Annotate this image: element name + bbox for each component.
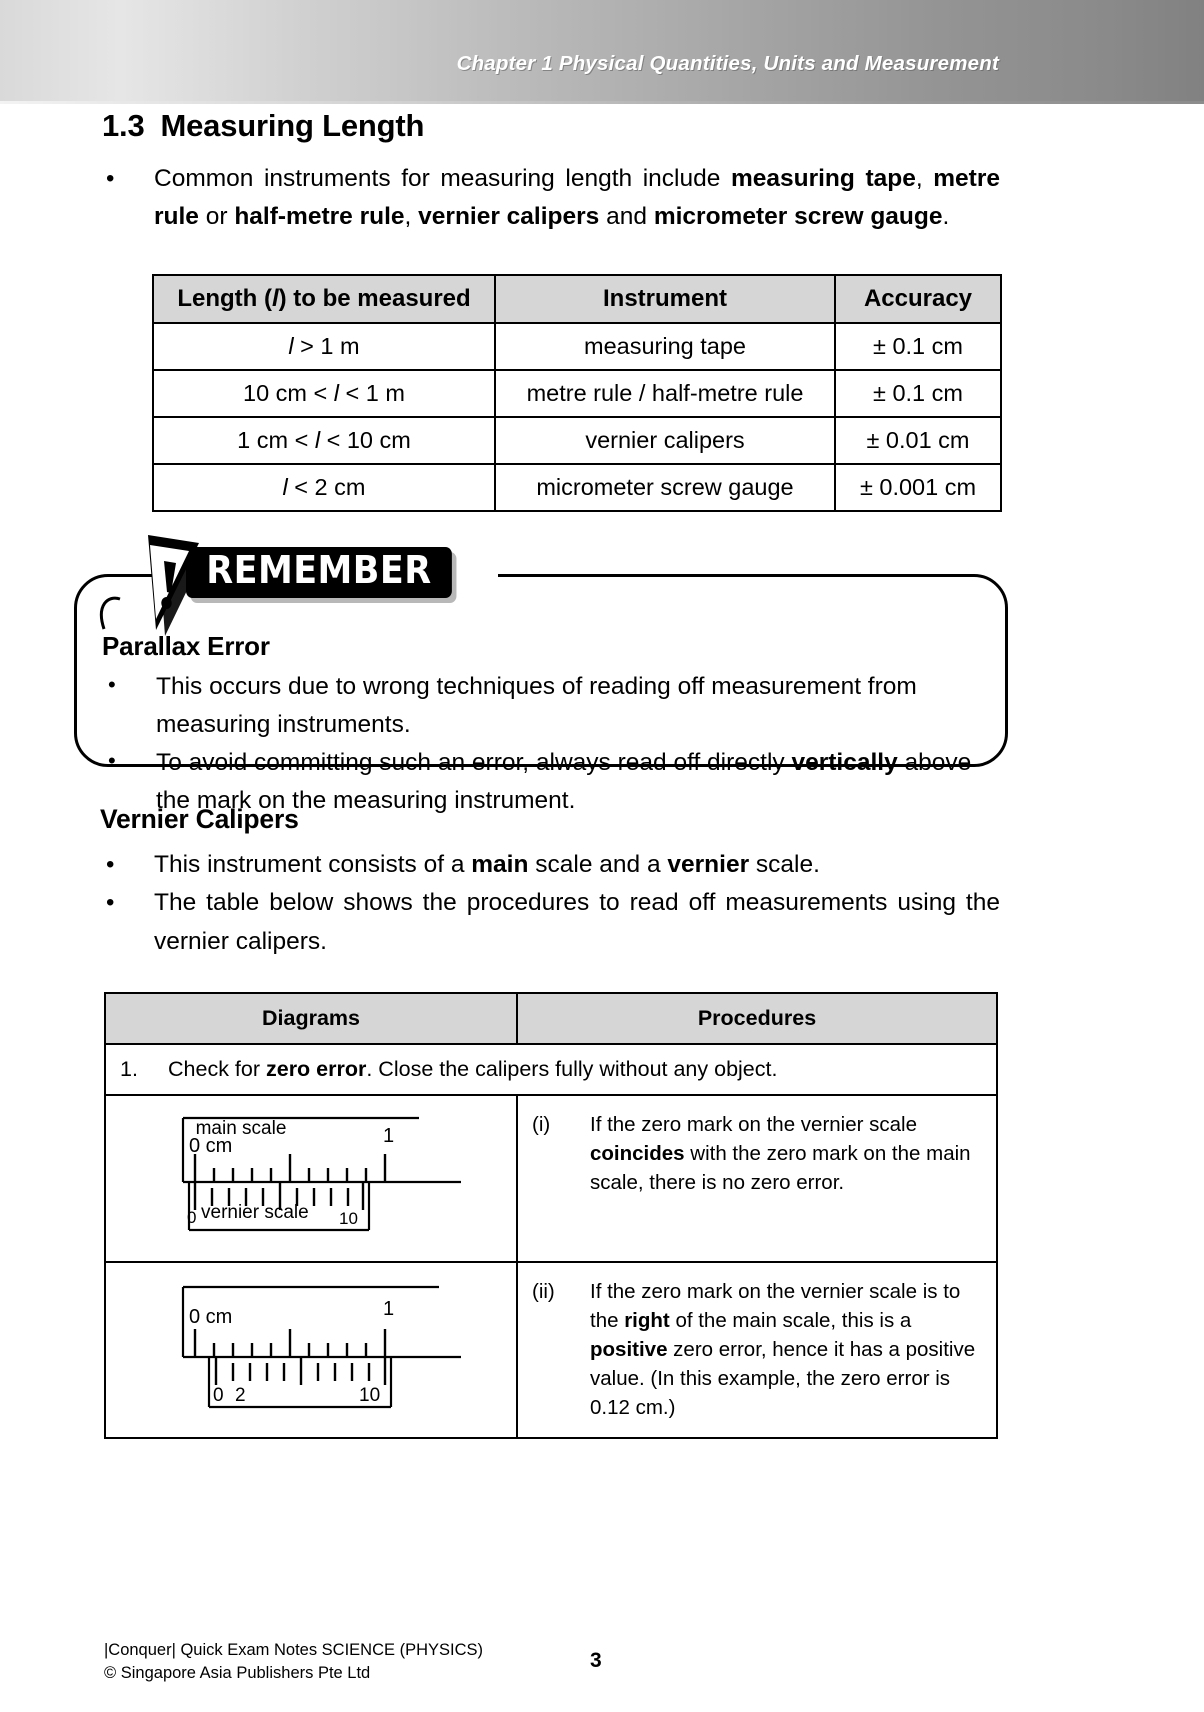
section-title-text: Measuring Length	[160, 108, 425, 143]
diagram-cell-positive-zero-error	[105, 1262, 517, 1438]
step-number: 1.	[120, 1057, 138, 1081]
vernier-caliper-positive-zero-error-diagram	[161, 1277, 461, 1417]
main-scale-zero-label: 0 cm	[189, 1135, 233, 1157]
remember-subtitle: Parallax Error	[102, 631, 270, 661]
cell-length-range: l > 1 m	[153, 323, 495, 370]
vernier-two-label: 2	[235, 1385, 246, 1407]
cell-accuracy: ± 0.1 cm	[835, 370, 1001, 417]
cell-instrument: vernier calipers	[495, 417, 835, 464]
bullet-icon: •	[106, 889, 115, 917]
procedure-text: If the zero mark on the vernier scale is to the right of the main scale, this is a positive zero error, hence it has a positive value. (In this example, the zero error is 0.12 cm.)	[590, 1280, 976, 1420]
main-scale-label: main scale	[195, 1118, 287, 1139]
procedure-table	[104, 992, 998, 1439]
cell-instrument: measuring tape	[495, 323, 835, 370]
intro-paragraph	[100, 160, 1000, 237]
cell-accuracy: ± 0.001 cm	[835, 464, 1001, 511]
list-item	[102, 668, 1002, 744]
table-row	[105, 1095, 997, 1262]
vernier-item-text: The table below shows the procedures to read off measurements using the vernier calipers.	[154, 889, 1000, 955]
warning-triangle-icon	[98, 533, 208, 637]
procedure-item	[532, 1110, 980, 1197]
bullet-icon: •	[108, 747, 116, 773]
step-description-cell	[105, 1044, 997, 1095]
vernier-zero-label: 0	[187, 1208, 197, 1227]
list-item	[100, 884, 1000, 961]
remember-item-text: This occurs due to wrong techniques of reading off measurement from measuring instruments.	[156, 673, 917, 738]
page-footer	[104, 1639, 483, 1686]
cell-instrument: micrometer screw gauge	[495, 464, 835, 511]
procedure-cell-ii	[517, 1262, 997, 1438]
main-scale-one-label: 1	[383, 1298, 395, 1321]
table-row	[105, 1262, 997, 1438]
col-header-diagrams: Diagrams	[105, 993, 517, 1044]
diagram-cell-no-zero-error	[105, 1095, 517, 1262]
vernier-calipers-heading: Vernier Calipers	[100, 804, 299, 834]
vernier-bullet-list	[100, 846, 1000, 961]
procedure-text: If the zero mark on the vernier scale coincides with the zero mark on the main scale, there is no zero error.	[590, 1113, 971, 1195]
procedure-label: (ii)	[532, 1280, 555, 1303]
cell-accuracy: ± 0.1 cm	[835, 323, 1001, 370]
table-row-step	[105, 1044, 997, 1095]
col-header-accuracy: Accuracy	[835, 275, 1001, 323]
col-header-length: Length (l) to be measured	[153, 275, 495, 323]
section-number: 1.3	[102, 108, 145, 143]
length-symbol: l	[271, 285, 279, 312]
bullet-icon: •	[108, 672, 116, 697]
remember-callout	[74, 539, 1014, 814]
cell-length-range: l < 2 cm	[153, 464, 495, 511]
procedure-cell-i	[517, 1095, 997, 1262]
footer-line-2: © Singapore Asia Publishers Pte Ltd	[104, 1664, 371, 1683]
page-title	[102, 108, 424, 144]
vernier-ten-label: 10	[339, 1209, 358, 1228]
col-header-procedures: Procedures	[517, 993, 997, 1044]
procedure-label: (i)	[532, 1113, 551, 1136]
main-scale-zero-label: 0 cm	[189, 1306, 233, 1329]
main-scale-one-label: 1	[383, 1125, 395, 1147]
list-item	[100, 846, 1000, 884]
bullet-icon: •	[106, 165, 115, 192]
table-row	[153, 417, 1001, 464]
remember-badge: REMEMBER	[186, 547, 452, 598]
table-row	[153, 464, 1001, 511]
list-item	[100, 160, 1000, 237]
page-running-header	[0, 0, 1204, 104]
cell-instrument: metre rule / half-metre rule	[495, 370, 835, 417]
vernier-scale-label: vernier scale	[201, 1202, 309, 1223]
cell-accuracy: ± 0.01 cm	[835, 417, 1001, 464]
remember-body	[102, 631, 1002, 820]
vernier-item-text: This instrument consists of a main scale and a vernier scale.	[154, 851, 820, 878]
table-row	[153, 323, 1001, 370]
table-header-row	[105, 993, 997, 1044]
bullet-icon: •	[106, 851, 115, 878]
procedure-item	[532, 1277, 980, 1423]
running-header-title: Chapter 1 Physical Quantities, Units and Measurement	[456, 52, 999, 75]
vernier-zero-label: 0	[213, 1385, 224, 1407]
remember-item-text: To avoid committing such an error, always read off directly vertically above the mark on the measuring instrument.	[156, 748, 972, 814]
length-instrument-table	[152, 274, 1002, 512]
intro-text: Common instruments for measuring length include measuring tape, metre rule or half-metre rule, vernier calipers and micrometer screw gauge.	[154, 165, 1000, 231]
vernier-ten-label: 10	[359, 1385, 381, 1407]
cell-length-range: 10 cm < l < 1 m	[153, 370, 495, 417]
table-header-row	[153, 275, 1001, 323]
page-number: 3	[590, 1649, 602, 1672]
cell-length-range: 1 cm < l < 10 cm	[153, 417, 495, 464]
table-row	[153, 370, 1001, 417]
step-text: Check for zero error. Close the calipers fully without any object.	[168, 1057, 778, 1081]
col-header-instrument: Instrument	[495, 275, 835, 323]
footer-line-1: |Conquer| Quick Exam Notes SCIENCE (PHYSICS)	[104, 1641, 484, 1659]
vernier-caliper-no-zero-error-diagram	[161, 1110, 461, 1242]
remember-bullet-list	[102, 668, 1002, 820]
